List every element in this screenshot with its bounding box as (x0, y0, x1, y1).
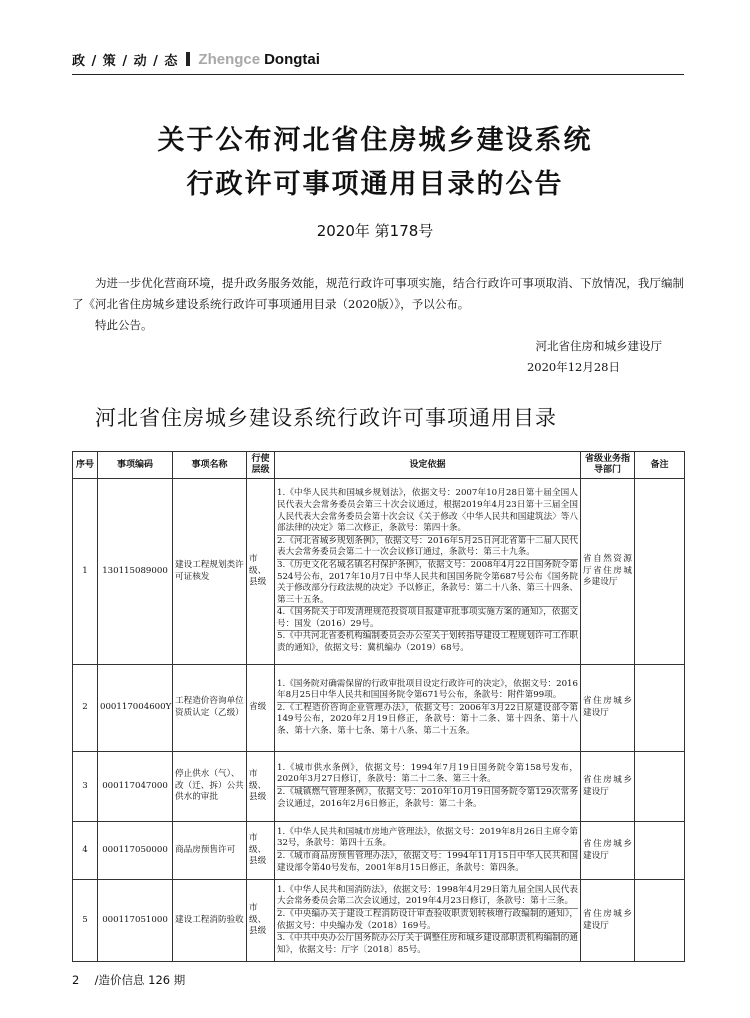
section-name-en-first: Zhengce (198, 50, 261, 68)
guidance-department: 省住房城乡建设厅 (581, 665, 635, 752)
column-header: 序号 (73, 452, 98, 479)
remarks (635, 665, 685, 752)
row-number: 1 (73, 479, 98, 665)
row-number: 4 (73, 822, 98, 880)
column-header: 设定依据 (275, 452, 581, 479)
item-code: 000117004600Y (98, 665, 173, 752)
column-header: 备注 (635, 452, 685, 479)
column-header: 事项名称 (173, 452, 247, 479)
exercise-level: 省级 (247, 665, 275, 752)
basis-item: 1.《中华人民共和国城乡规划法》，依据文号：2007年10月28日第十届全国人民代表大会常务委员会第三十次会议通过，根据2019年4月23日第十三届全国人民代表大会常务委员会第十次会议《关于修改〈中华人民共和国建筑法〉等八部法律的决定》第二次修正，条款号：第四十条。 (277, 488, 578, 535)
basis-item: 3.《中共中央办公厅国务院办公厅关于调整住房和城乡建设部职责机构编制的通知》，依据文号：厅字〔2018〕85号。 (277, 933, 578, 955)
table-header-row (73, 452, 685, 479)
guidance-department: 省住房城乡建设厅 (581, 880, 635, 962)
guidance-department: 省自然资源厅省住房城乡建设厅 (581, 479, 635, 665)
page-footer (72, 972, 185, 988)
remarks (635, 822, 685, 880)
legal-basis (275, 665, 581, 752)
exercise-level: 市级、县级 (247, 479, 275, 665)
item-name: 停止供水（气）、改（迁、拆）公共供水的审批 (173, 752, 247, 822)
basis-item: 2.《河北省城乡规划条例》，依据文号：2016年5月25日河北省第十二届人民代表大会常务委员会第二十一次会议修订通过，条款号：第三十九条。 (277, 536, 578, 560)
item-code: 130115089000 (98, 479, 173, 665)
basis-item: 1.《中华人民共和国城市房地产管理法》，依据文号：2019年8月26日主席令第32号，条款号：第四十五条。 (277, 827, 578, 851)
announcement-body: 为进一步优化营商环境，提升政务服务效能，规范行政许可事项实施，结合行政许可事项取消、下放情况，我厅编制了《河北省住房城乡建设系统行政许可事项通用目录（2020版）》，予以公布。 (72, 276, 684, 311)
remarks (635, 479, 685, 665)
table-row (73, 880, 685, 962)
basis-item: 5.《中共河北省委机构编制委员会办公室关于划转指导建设工程规划许可工作职责的通知》，依据文号：冀机编办（2019）68号。 (277, 631, 578, 654)
catalog-title: 河北省住房城乡建设系统行政许可事项通用目录 (95, 406, 557, 430)
section-name-en-second: Dongtai (264, 50, 320, 68)
item-code: 000117050000 (98, 822, 173, 880)
section-name-cn: 政 / 策 / 动 / 态 (72, 53, 179, 69)
column-header: 省级业务指导部门 (581, 452, 635, 479)
item-code: 000117047000 (98, 752, 173, 822)
issue-date: 2020年12月28日 (526, 360, 620, 374)
item-name: 工程造价咨询单位资质认定（乙级） (173, 665, 247, 752)
exercise-level: 市级、县级 (247, 752, 275, 822)
row-number: 5 (73, 880, 98, 962)
publication-issue: /造价信息 126 期 (94, 973, 186, 987)
catalog-table (72, 451, 685, 962)
column-header: 事项编码 (98, 452, 173, 479)
exercise-level: 市级、县级 (247, 822, 275, 880)
announcement-title-line1: 关于公布河北省住房城乡建设系统 (157, 125, 593, 156)
announcement-closing: 特此公告。 (95, 318, 153, 332)
legal-basis (275, 752, 581, 822)
page-header (72, 44, 684, 75)
basis-item: 1.《国务院对确需保留的行政审批项目设定行政许可的决定》，依据文号：2016年8月25日中华人民共和国国务院令第671号公布，条款号：附件第99项。 (277, 679, 578, 703)
basis-item: 2.《城市商品房预售管理办法》，依据文号：1994年11月15日中华人民共和国建设部令第40号发布，2001年8月15日修正，条款号：第四条。 (277, 851, 578, 873)
announcement-title-line2: 行政许可事项通用目录的公告 (186, 169, 564, 200)
legal-basis (275, 822, 581, 880)
issuer: 河北省住房和城乡建设厅 (535, 339, 662, 353)
page-number: 2 (72, 973, 80, 987)
table-row (73, 479, 685, 665)
legal-basis (275, 479, 581, 665)
basis-item: 2.《中央编办关于建设工程消防设计审查验收职责划转核增行政编制的通知》，依据文号：中央编办发（2018）169号。 (277, 909, 578, 933)
row-number: 2 (73, 665, 98, 752)
column-header: 行使层级 (247, 452, 275, 479)
item-name: 商品房预售许可 (173, 822, 247, 880)
guidance-department: 省住房城乡建设厅 (581, 752, 635, 822)
item-name: 建设工程规划类许可证核发 (173, 479, 247, 665)
table-row (73, 822, 685, 880)
item-code: 000117051000 (98, 880, 173, 962)
basis-item: 4.《国务院关于印发清理规范投资项目报建审批事项实施方案的通知》，依据文号：国发（2016）29号。 (277, 607, 578, 631)
basis-item: 3.《历史文化名城名镇名村保护条例》，依据文号：2008年4月22日国务院令第524号公布，2017年10月7日中华人民共和国国务院令第687号公布《国务院关于修改部分行政法规的决定》予以修正，条款号：第二十八条、第三十四条、第三十五条。 (277, 560, 578, 607)
section-divider (186, 52, 190, 66)
document-number: 2020年 第178号 (316, 222, 434, 240)
basis-item: 2.《城镇燃气管理条例》，依据文号：2010年10月19日国务院令第129次常务会议通过，2016年2月6日修正，条款号：第二十条。 (277, 787, 578, 809)
basis-item: 1.《中华人民共和国消防法》，依据文号：1998年4月29日第九届全国人民代表大会常务委员会第二次会议通过，2019年4月23日修订，条款号：第十三条。 (277, 885, 578, 909)
basis-item: 1.《城市供水条例》，依据文号：1994年7月19日国务院令第158号发布，2020年3月27日修订，条款号：第二十二条、第三十条。 (277, 763, 578, 787)
table-row (73, 752, 685, 822)
remarks (635, 752, 685, 822)
item-name: 建设工程消防验收 (173, 880, 247, 962)
exercise-level: 市级、县级 (247, 880, 275, 962)
legal-basis (275, 880, 581, 962)
table-row (73, 665, 685, 752)
row-number: 3 (73, 752, 98, 822)
remarks (635, 880, 685, 962)
guidance-department: 省住房城乡建设厅 (581, 822, 635, 880)
basis-item: 2.《工程造价咨询企业管理办法》，依据文号：2006年3月22日原建设部令第149号公布，2020年2月19日修正，条款号：第十二条、第十四条、第十八条、第十六条、第十七条、第十八条、第二十五条。 (277, 702, 578, 736)
